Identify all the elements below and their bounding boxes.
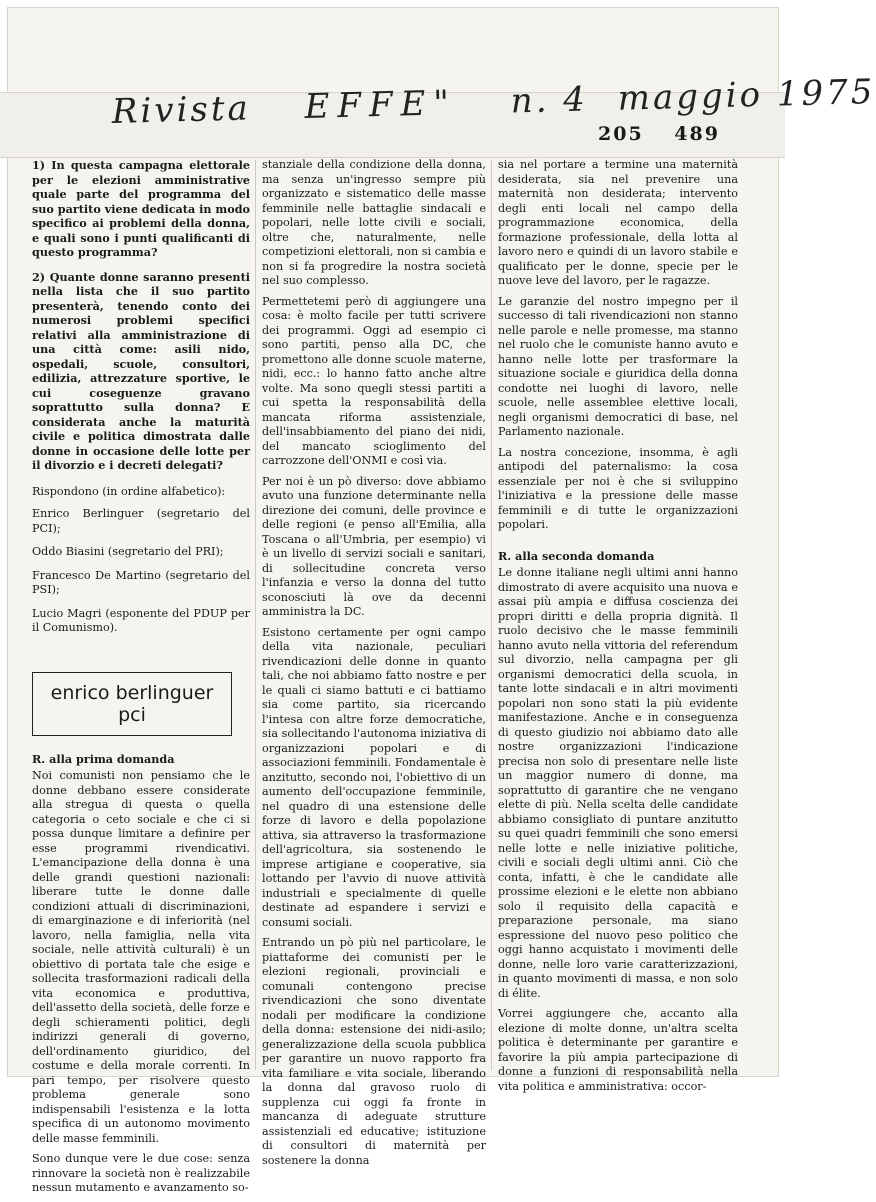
- answer-2-paragraph: Le donne italiane negli ultimi anni hanno dimostrato di avere acquisito una nuova e assai più ampia e diffusa coscienza dei propri diritti e della propria dignità. Il ruolo decisivo che le masse femminili hanno avuto nella vittoria del referendum sul divorzio, nella campagna per gli organismi democratici della scuola, in tante lotte sindacali e in altri movimenti popolari non sono stati la più evidente manifestazione. Anche e in conseguenza di questo giudizio noi abbiamo dato alle nostre organizzazioni l'indicazione precisa non solo di presentare nelle liste un maggior numero di donne, ma soprattutto di garantire che ne vengano elette di più. Nella scelta delle candidate abbiamo consigliato di puntare anzitutto su quei quadri femminili che sono emersi nelle lotte e nelle iniziative politiche, civili e sociali degli ultimi anni. Ciò che conta, infatti, è che le candidate alle prossime elezioni e le elette non abbiano solo il requisito della capacità e preparazione personale, ma siano espressione del nuovo peso politico che oggi hanno acquistato i movimenti delle donne, nelle loro varie caratterizzazioni, in quanto movimenti di massa, e non solo di élite.: [498, 566, 738, 1000]
- answer-1-heading: R. alla prima domanda: [32, 751, 175, 766]
- answer-1-paragraph: Esistono certamente per ogni campo della vita nazionale, peculiari rivendicazioni delle donne in quanto tali, che noi abbiamo fatto nostre e per le quali ci siamo battuti e ci battiamo sia come partito, sia ricercando l'intesa con altre forze democratiche, sia sollecitando l'autonoma iniziativa di organizzazioni popolari e di associazioni femminili. Fondamentale è anzitutto, secondo noi, l'obiettivo di un aumento dell'occupazione femminile, nel quadro di una estensione delle forze di lavoro e della popolazione attiva, sia attraverso la trasformazione dell'agricoltura, sia sostenendo le imprese artigiane e cooperative, sia lottando per l'avvio di nuove attività industriali e specialmente di quelle destinate ad espandere i servizi e consumi sociali.: [262, 625, 486, 929]
- hw-title: EFFE": [304, 82, 458, 127]
- speaker-party: pci: [118, 703, 146, 726]
- answer-1-paragraph: stanziale della condizione della donna, ma senza un'ingresso sempre più organizzato e sistematico delle masse femminile nelle battaglie sindacali e popolari, nelle lotte civili e sociali, oltre che, naturalmente, nelle competizioni elettorali, non si cambia e non si fa progredire la nostra società nel suo complesso.: [262, 158, 486, 287]
- answer-1-paragraph: Entrando un pò più nel particolare, le piattaforme dei comunisti per le elezioni regionali, provinciali e comunali contengono precise rivendicazioni che sono diventate nodali per modificare la condizione della donna: estensione dei nidi-asilo; generalizzazione della scuola pubblica per garantire un nuovo rapporto fra vita familiare e vita sociale, liberando la donna dal gravoso ruolo di supplenza cui oggi fa fronte in mancanza di adeguate strutture assistenziali ed educative; istituzione di consultori di maternità per sostenere la donna: [262, 936, 486, 1167]
- answer-1-paragraph: Noi comunisti non pensiamo che le donne debbano essere considerate alla stregua di questa o quella categoria o ceto sociale e che ci si possa dunque limitare a definire per esse programmi rivendicativi. L'emancipazione della donna è una delle grandi questioni nazionali: liberare tutte le donne dalle condizioni attuali di discriminazioni, di emarginazione e di inferiorità (nel lavoro, nella famiglia, nella vita sociale, nelle attività culturali) è un obiettivo di portata tale che esige e sollecita trasformazioni radicali della vita economica e produttiva, dell'assetto della società, delle forze e degli schieramenti politici, degli indirizzi generali di governo, dell'ordinamento giuridico, del costume e della morale correnti. In pari tempo, per risolvere questo problema generale sono indispensabili l'esistenza e la lotta specifica di un autonomo movimento delle masse femminili.: [32, 769, 250, 1145]
- hw-magazine: Rivista: [111, 88, 252, 132]
- answer-1-paragraph: Permettetemi però di aggiungere una cosa: è molto facile per tutti scrivere dei programmi. Oggi ad esempio ci sono partiti, penso alla DC, che promettono alle donne scuole materne, nidi, ecc.: lo hanno fatto anche altre volte. Ma sono quegli stessi partiti a cui spetta la responsabilità della mancata riforma assistenziale, dell'insabbiamento del piano dei nidi, del mancato scioglimento del carrozzone dell'ONMI e così via.: [262, 294, 486, 467]
- column-3: [498, 158, 738, 1100]
- column-divider: [491, 160, 492, 1070]
- question-2: 2) Quante donne saranno presenti nella lista che il suo partito presenterà, tenendo conto dei numerosi problemi specifici relativi alla amministrazione di una città come: asili nido, ospedali, scuole, consultori, edilizia, attrezzature sportive, le cui coseguenze gravano soprattutto sulla donna? E considerata anche la maturità civile e politica dimostrata dalle donne in occasione delle lotte per il divorzio e i decreti delegati?: [32, 269, 250, 472]
- hw-date: maggio 1975: [617, 72, 876, 119]
- speaker-name: enrico berlinguer: [50, 681, 214, 704]
- speaker-box: [32, 672, 232, 736]
- column-2: [262, 158, 486, 1174]
- hw-issue: n. 4: [510, 79, 589, 122]
- respondent-item: Lucio Magri (esponente del PDUP per il Comunismo).: [32, 606, 250, 634]
- column-divider: [255, 160, 256, 1070]
- respondent-item: Francesco De Martino (segretario del PSI);: [32, 568, 250, 596]
- answer-1-paragraph: Per noi è un pò diverso: dove abbiamo avuto una funzione determinante nella direzione dei comuni, delle province e delle regioni (e penso all'Emilia, alla Toscana o all'Umbria, per esempio) vi è un livello di servizi sociali e sanitari, di sollecitudine concreta verso l'infanzia e verso la donna del tutto sconosciuti là ove da decenni amministra la DC.: [262, 474, 486, 618]
- question-1: 1) In questa campagna elettorale per le elezioni amministrative quale parte del programma del suo partito viene dedicata in modo specifico ai problemi della donna, e quali sono i punti qualificanti di questo programma?: [32, 158, 250, 259]
- respondents-intro: Rispondono (in ordine alfabetico):: [32, 484, 226, 498]
- page-numbers: [598, 123, 768, 149]
- answer-1-paragraph: La nostra concezione, insomma, è agli antipodi del paternalismo: la cosa essenziale per noi è che si sviluppino l'iniziativa e la pressione delle masse femminili e di tutte le organizzazioni popolari.: [498, 445, 738, 531]
- respondent-item: Oddo Biasini (segretario del PRI);: [32, 545, 224, 558]
- answer-2-paragraph: Vorrei aggiungere che, accanto alla elezione di molte donne, un'altra scelta politica è determinante per garantire e favorire la più ampia partecipazione di donne a funzioni di responsabilità nella vita politica e amministrativa: occor-: [498, 1007, 738, 1093]
- answer-1-paragraph: sia nel portare a termine una maternità desiderata, sia nel prevenire una maternità non desiderata; intervento degli enti locali nel campo della programmazione economica, della formazione professionale, della lotta al lavoro nero e quindi di un lavoro stabile e qualificato per le donne, specie per le nuove leve del lavoro, per le ragazze.: [498, 158, 738, 287]
- answer-1-paragraph: Le garanzie del nostro impegno per il successo di tali rivendicazioni non stanno nelle parole e nelle promesse, ma stanno nel ruolo che le comuniste hanno avuto e hanno nelle lotte per trasformare la situazione sociale e giuridica della donna condotte nei luoghi di lavoro, nelle scuole, nelle assemblee elettive locali, negli organismi democratici di base, nel Parlamento nazionale.: [498, 294, 738, 438]
- page-number-205: 205: [598, 123, 644, 145]
- page-number-489: 489: [674, 123, 720, 145]
- column-1: [32, 158, 250, 1202]
- respondent-item: Enrico Berlinguer (segretario del PCI);: [32, 507, 250, 535]
- answer-2-heading: R. alla seconda domanda: [498, 548, 655, 563]
- answer-1-paragraph: Sono dunque vere le due cose: senza rinnovare la società non è realizzabile nessun mutamento e avanzamento so-: [32, 1152, 250, 1194]
